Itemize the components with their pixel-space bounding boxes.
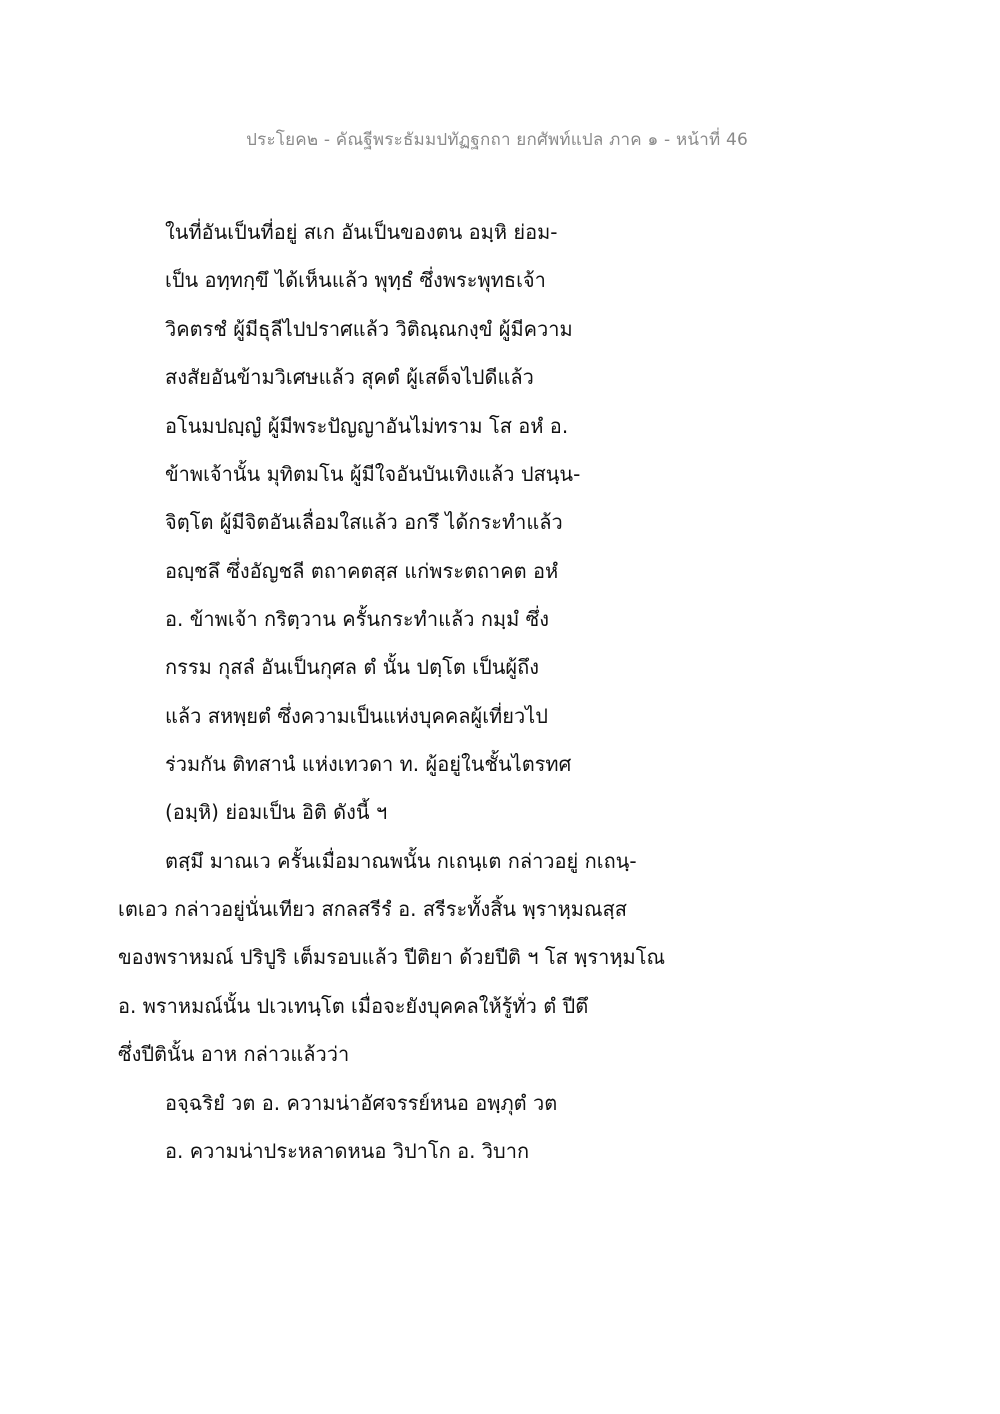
text-line-13: (อมฺหิ) ย่อมเป็น อิติ ดังนี้ ฯ <box>165 800 388 824</box>
text-line-17: อ. พราหมณ์นั้น ปเวเทนฺโต เมื่อจะยังบุคคลให้รู้ทั่ว ตํ ปีตึ <box>118 994 589 1018</box>
text-line-19: อจฺฉริยํ วต อ. ความน่าอัศจรรย์หนอ อพฺภุตํ วต <box>165 1091 558 1115</box>
text-line-5: อโนมปญฺญํ ผู้มีพระปัญญาอันไม่ทราม โส อหํ อ. <box>165 414 569 438</box>
text-line-12: ร่วมกัน ติทสานํ แห่งเทวดา ท. ผู้อยู่ในชั้นไตรทศ <box>165 752 572 776</box>
text-line-9: อ. ข้าพเจ้า กริตฺวาน ครั้นกระทำแล้ว กมฺมํ ซึ่ง <box>165 607 549 631</box>
text-line-11: แล้ว สหพฺยตํ ซึ่งความเป็นแห่งบุคคลผู้เที่ยวไป <box>165 704 548 728</box>
text-line-4: สงสัยอันข้ามวิเศษแล้ว สุคตํ ผู้เสด็จไปดีแล้ว <box>165 365 534 389</box>
text-line-15: เตเอว กล่าวอยู่นั่นเทียว สกลสรีรํ อ. สรีระทั้งสิ้น พฺราหฺมณสฺส <box>118 897 627 921</box>
text-line-2: เป็น อทฺทกฺขึ ได้เห็นแล้ว พุทฺธํ ซึ่งพระพุทธเจ้า <box>165 268 546 292</box>
text-line-8: อญฺชลึ ซึ่งอัญชลี ตถาคตสฺส แก่พระตถาคต อหํ <box>165 559 559 583</box>
text-line-6: ข้าพเจ้านั้น มุทิตมโน ผู้มีใจอันบันเทิงแล้ว ปสนฺน- <box>165 462 581 486</box>
text-line-16: ของพราหมณ์ ปริปูริ เต็มรอบแล้ว ปีติยา ด้วยปีติ ฯ โส พฺราหฺมโณ <box>118 945 665 969</box>
text-line-20: อ. ความน่าประหลาดหนอ วิปาโก อ. วิบาก <box>165 1139 530 1163</box>
running-header: ประโยค๒ - คัณฐีพระธัมมปทัฏฐกถา ยกศัพท์แปล ภาค ๑ - หน้าที่ 46 <box>246 130 748 150</box>
text-line-1: ในที่อันเป็นที่อยู่ สเก อันเป็นของตน อมฺหิ ย่อม- <box>165 220 558 244</box>
text-line-3: วิคตรชํ ผู้มีธุลีไปปราศแล้ว วิติณฺณกงฺขํ ผู้มีความ <box>165 317 573 341</box>
text-line-14: ตสฺมึ มาณเว ครั้นเมื่อมาณพนั้น กเถนฺเต กล่าวอยู่ กเถนฺ- <box>165 849 637 873</box>
text-line-18: ซึ่งปีตินั้น อาห กล่าวแล้วว่า <box>118 1042 350 1066</box>
text-line-10: กรรม กุสลํ อันเป็นกุศล ตํ นั้น ปตฺโต เป็นผู้ถึง <box>165 655 539 679</box>
text-line-7: จิตฺโต ผู้มีจิตอันเลื่อมใสแล้ว อกรึ ได้กระทำแล้ว <box>165 510 563 534</box>
